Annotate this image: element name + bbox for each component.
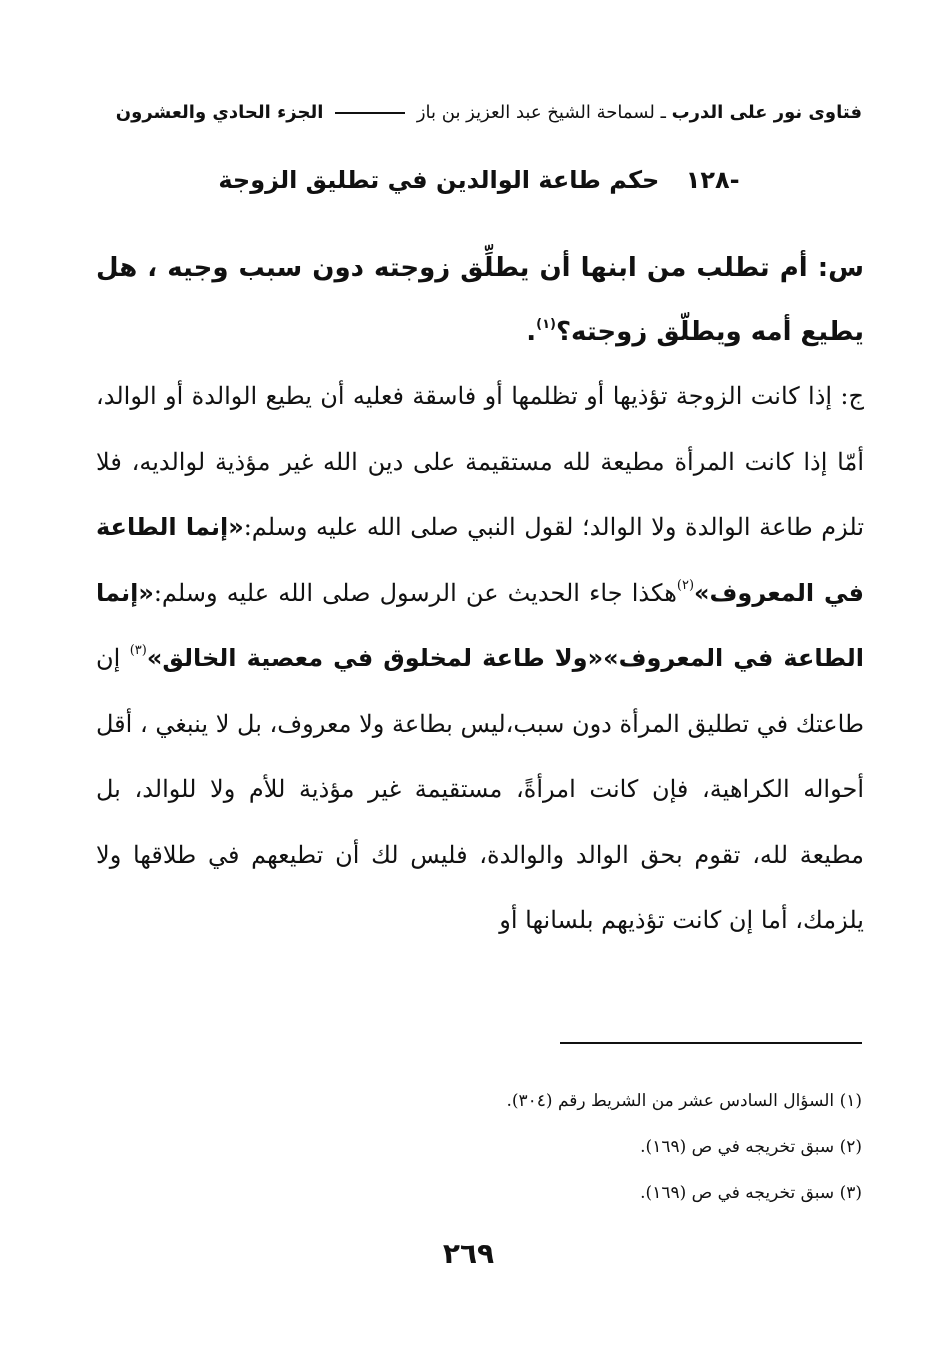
footnote-text: سبق تخريجه في ص (١٦٩). (640, 1183, 835, 1203)
footnote-2 (96, 1124, 862, 1170)
question-text: س: أم تطلب من ابنها أن يطلِّق زوجته دون سبب وجيه ، هل يطيع أمه ويطلّق زوجته؟ (96, 253, 864, 347)
question-end: . (526, 317, 537, 347)
footnote-text: السؤال السادس عشر من الشريط رقم (٣٠٤). (506, 1091, 835, 1111)
footnote-marker: (٢) (839, 1137, 862, 1157)
header-separator: ـ (660, 102, 666, 123)
section-title: حكم طاعة الوالدين في تطليق الزوجة (218, 166, 660, 194)
answer-text-2: هكذا جاء الحديث عن الرسول صلى الله عليه وسلم: (153, 578, 677, 607)
book-title: فتاوى نور على الدرب (671, 102, 862, 123)
author-name: لسماحة الشيخ عبد العزيز بن باز (416, 102, 655, 123)
footnote-ref-2: (٢) (676, 577, 695, 593)
question-paragraph (96, 236, 864, 364)
footnote-3 (96, 1170, 862, 1216)
running-header (96, 96, 862, 130)
section-number: -١٢٨ (685, 166, 740, 194)
footnote-separator (560, 1042, 862, 1044)
footnote-ref-3: (٣) (129, 643, 147, 658)
footnote-marker: (٣) (839, 1183, 862, 1203)
footnote-1 (96, 1078, 862, 1124)
section-heading (96, 160, 862, 200)
volume-label: الجزء الحادي والعشرون (115, 102, 324, 123)
footnote-ref-1: (١) (536, 317, 556, 332)
hadith-quote-1: «إنما الطاعة في المعروف» (96, 513, 864, 607)
answer-paragraph (96, 364, 864, 954)
header-dash-rule (335, 112, 405, 114)
footnote-text: سبق تخريجه في ص (١٦٩). (640, 1137, 835, 1157)
answer-text-1: ج: إذا كانت الزوجة تؤذيها أو تظلمها أو فاسقة فعليه أن يطيع الوالدة أو الوالد، أمّا إذا كانت المرأة مطيعة لله مستقيمة على دين الله غير مؤذية لوالديه، فلا تلزم طاعة الوالدة ولا الوالد؛ لقول النبي صلى الله عليه وسلم: (96, 382, 865, 541)
page-number: ٢٦٩ (442, 1237, 495, 1270)
answer-text-3: إن طاعتك في تطليق المرأة دون سبب،ليس بطاعة ولا معروف، بل لا ينبغي ، أقل أحواله الكراهية، فإن كانت امرأةً، مستقيمة غير مؤذية للأم ولا للوالد، بل مطيعة لله، تقوم بحق الوالد والوالدة، فليس لك أن تطيعهم في طلاقها ولا يلزمك، أما إن كانت تؤذيهم بلسانها أو (96, 644, 865, 934)
footnotes (96, 1078, 862, 1216)
footnote-marker: (١) (839, 1091, 862, 1111)
hadith-quote-2: «إنما الطاعة في المعروف»«ولا طاعة لمخلوق في معصية الخالق» (96, 578, 864, 672)
